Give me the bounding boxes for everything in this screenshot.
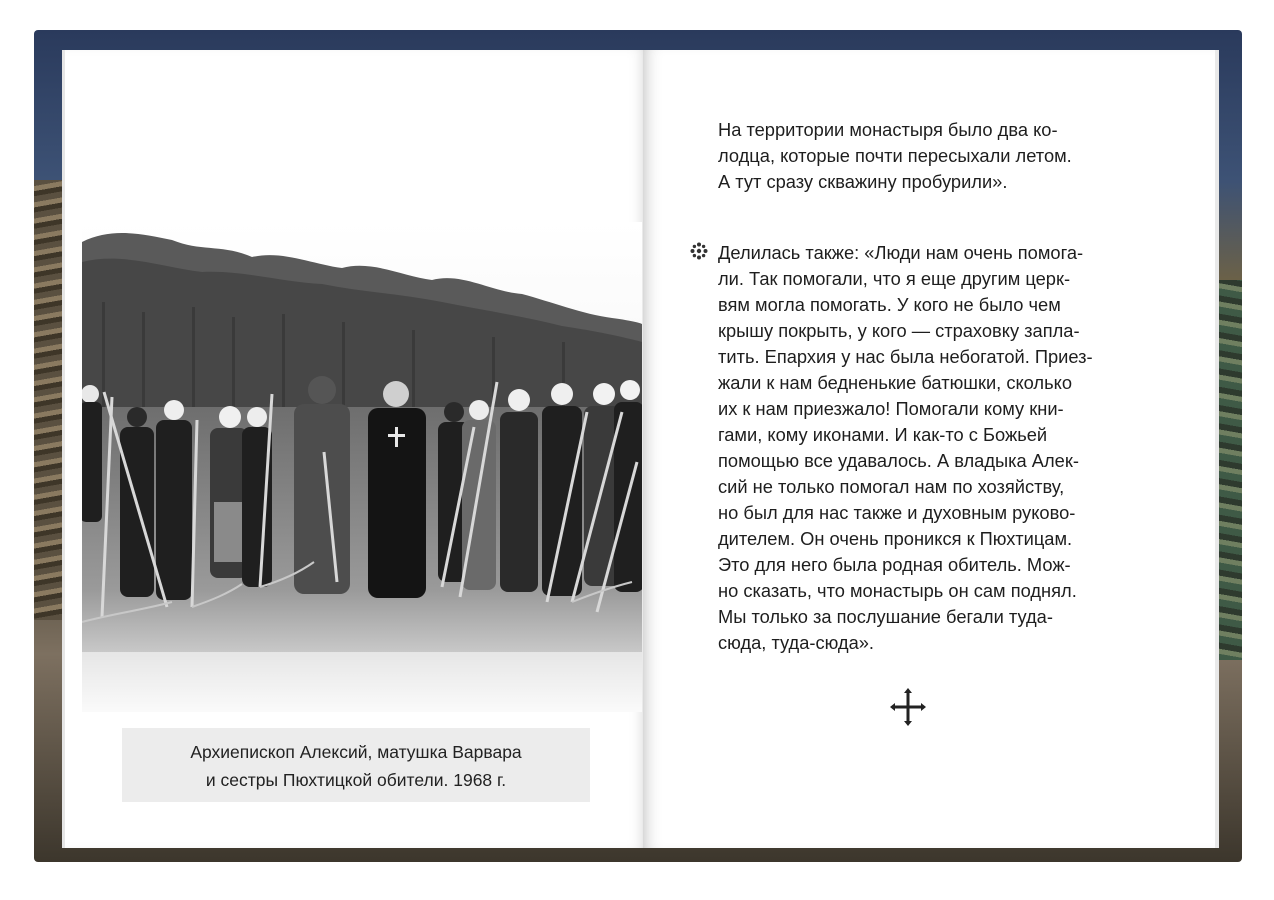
- text-line: их к нам приезжало! Помогали кому кни-: [718, 398, 1064, 419]
- archival-photo: [82, 222, 642, 712]
- ornament-flower-icon: [689, 241, 709, 261]
- text-line: сюда, туда-сюда».: [718, 632, 875, 653]
- text-line: жали к нам бедненькие батюшки, сколько: [718, 372, 1072, 393]
- cover-edge-left: [34, 180, 64, 620]
- text-line: но был для нас также и духовным руково-: [718, 502, 1076, 523]
- caption-line: и сестры Пюхтицкой обители. 1968 г.: [205, 770, 507, 790]
- text-line: лодца, которые почти пересыхали летом.: [718, 145, 1072, 166]
- paragraph-1: [718, 117, 1118, 195]
- text-line: крышу покрыть, у кого — страховку запла-: [718, 320, 1080, 341]
- text-line: ли. Так помогали, что я еще другим церк-: [718, 268, 1071, 289]
- text-line: помощью все удавалось. А владыка Алек-: [718, 450, 1079, 471]
- text-line: Это для него была родная обитель. Мож-: [718, 554, 1071, 575]
- text-line: но сказать, что монастырь он сам поднял.: [718, 580, 1077, 601]
- text-line: Мы только за послушание бегали туда-: [718, 606, 1053, 627]
- text-line: тить. Епархия у нас была небогатой. Приез-: [718, 346, 1093, 367]
- text-line: А тут сразу скважину пробурили».: [718, 171, 1008, 192]
- text-line: сий не только помогал нам по хозяйству,: [718, 476, 1065, 497]
- text-line: гами, кому иконами. И как-то с Божьей: [718, 424, 1048, 445]
- photo-caption: [122, 728, 590, 802]
- text-line: вям могла помогать. У кого не было чем: [718, 294, 1061, 315]
- text-line: На территории монастыря было два ко-: [718, 119, 1058, 140]
- text-line: дителем. Он очень проникся к Пюхтицам.: [718, 528, 1073, 549]
- text-line: Делилась также: «Люди нам очень помога-: [718, 242, 1084, 263]
- orthodox-cross-icon: [890, 688, 926, 726]
- caption-line: Архиепископ Алексий, матушка Варвара: [190, 742, 522, 762]
- paragraph-2: [718, 240, 1118, 656]
